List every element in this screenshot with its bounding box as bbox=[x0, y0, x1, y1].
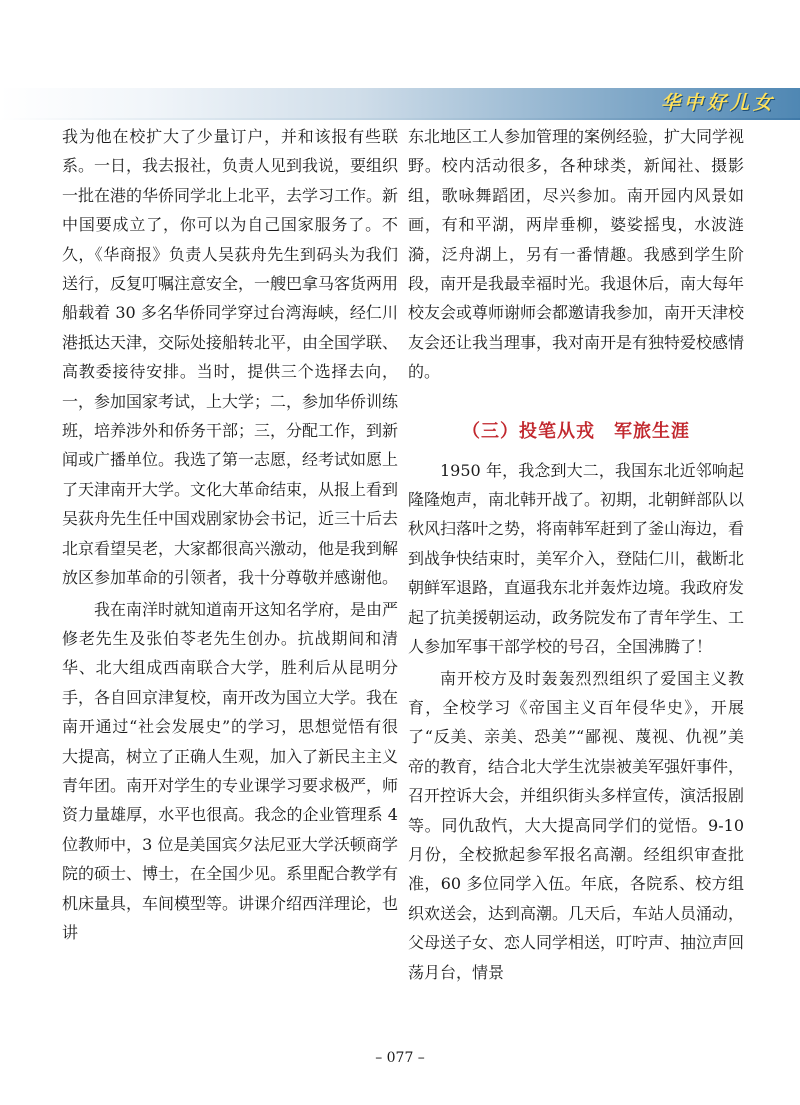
right-column bbox=[408, 122, 744, 987]
body-paragraph: 我为他在校扩大了少量订户，并和该报有些联系。一日，我去报社，负责人见到我说，要组织一批在港的华侨同学北上北平，去学习工作。新中国要成立了，你可以为自己国家服务了。不久，《华商报》负责人吴荻舟先生到码头为我们送行，反复叮嘱注意安全，一艘巴拿马客货两用船载着 30 多名华侨同学穿过台湾海峡，经仁川港抵达天津，交际处接船转北平，由全国学联、高教委接待安排。当时，提供三个选择去向，一，参加国家考试，上大学；二，参加华侨训练班，培养涉外和侨务干部；三，分配工作，到新闻或广播单位。我选了第一志愿，经考试如愿上了天津南开大学。文化大革命结束，从报上看到吴荻舟先生任中国戏剧家协会书记，近三十后去北京看望吴老，大家都很高兴激动，他是我到解放区参加革命的引领者，我十分尊敬并感谢他。 bbox=[62, 127, 399, 588]
left-column bbox=[62, 122, 398, 947]
body-paragraph: 南开校方及时轰轰烈烈组织了爱国主义教育，全校学习《帝国主义百年侵华史》，开展了“反美、亲美、恐美”“鄙视、蔑视、仇视”美帝的教育，结合北大学生沈崇被美军强奸事件，召开控诉大会，并组织街头多样宣传，演活报剧等。同仇敌忾，大大提高同学们的觉悟。9-10 月份，全校掀起参军报名高潮。经组织审查批准，60 多位同学入伍。年底，各院系、校方组织欢送会，达到高潮。几天后，车站人员涌动，父母送子女、恋人同学相送，叮咛声、抽泣声回荡月台，情景 bbox=[408, 668, 745, 982]
running-header-title: 华中好儿女 bbox=[660, 92, 776, 114]
page-number: – 077 – bbox=[375, 1050, 425, 1066]
body-paragraph: 我在南洋时就知道南开这知名学府，是由严修老先生及张伯苓老先生创办。抗战期间和清华、北大组成西南联合大学，胜利后从昆明分手，各自回京津复校，南开改为国立大学。我在南开通过“社会发展史”的学习，思想觉悟有很大提高，树立了正确人生观，加入了新民主主义青年团。南开对学生的专业课学习要求极严，师资力量雄厚，水平也很高。我念的企业管理系 4 位教师中，3 位是美国宾夕法尼亚大学沃顿商学院的硕士、博士，在全国少见。系里配合教学有机床量具，车间模型等。讲课介绍西洋理论，也讲 bbox=[62, 599, 399, 942]
section-heading: （三）投笔从戎 军旅生涯 bbox=[462, 420, 690, 442]
body-paragraph: 1950 年，我念到大二，我国东北近邻响起隆隆炮声，南北韩开战了。初期，北朝鲜部队以秋风扫落叶之势，将南韩军赶到了釜山海边，看到战争快结束时，美军介入，登陆仁川，截断北朝鲜军退路，直逼我东北并轰炸边境。我政府发起了抗美援朝运动，政务院发布了青年学生、工人参加军事干部学校的号召，全国沸腾了！ bbox=[408, 460, 745, 657]
header-rule bbox=[0, 118, 800, 120]
header-band bbox=[0, 88, 800, 118]
body-paragraph: 东北地区工人参加管理的案例经验，扩大同学视野。校内活动很多，各种球类，新闻社、摄影组，歌咏舞蹈团，尽兴参加。南开园内风景如画，有和平湖，两岸垂柳，婆娑摇曳，水波涟漪，泛舟湖上，另有一番情趣。我感到学生阶段，南开是我最幸福时光。我退休后，南大每年校友会或尊师谢师会都邀请我参加，南开天津校友会还让我当理事，我对南开是有独特爱校感情的。 bbox=[408, 127, 745, 382]
